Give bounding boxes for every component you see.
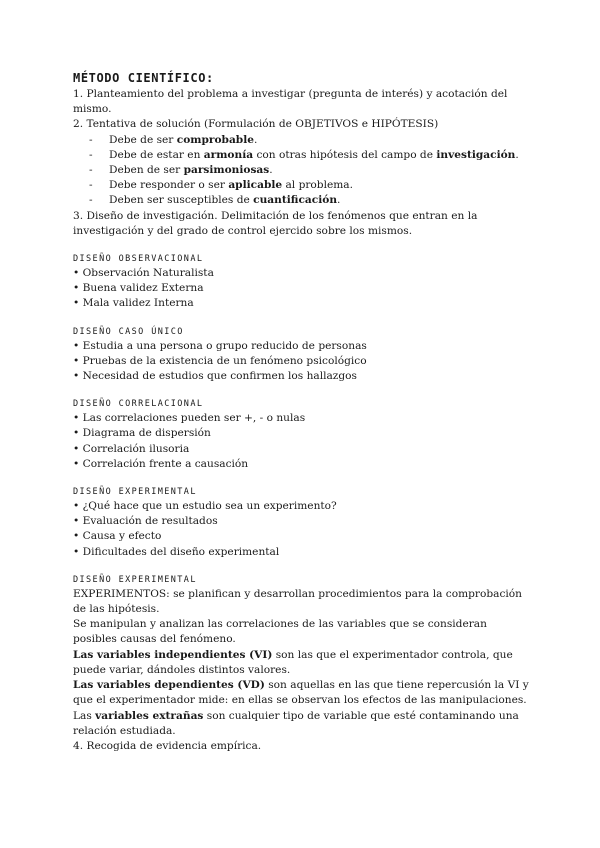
hypothesis-item: - Deben ser susceptibles de cuantificación.	[89, 194, 341, 207]
step-1: 1. Planteamiento del problema a investigar (pregunta de interés) y acotación del mismo.	[73, 88, 508, 116]
list-item: • Las correlaciones pueden ser +, - o nulas	[73, 411, 533, 426]
section-heading-experimental: DISEÑO EXPERIMENTAL	[73, 487, 197, 498]
list-item: • Correlación frente a causación	[73, 457, 533, 472]
paragraph-vd: Las variables dependientes (VD) son aquellas en las que tiene repercusión la VI y que el experimentador mide: en ellas se observan los efectos de las manipulaciones.	[73, 679, 529, 707]
list-item: • Causa y efecto	[73, 529, 533, 544]
hypothesis-item: - Debe de estar en armonía con otras hipótesis del campo de investigación.	[89, 148, 519, 161]
list-item: • Evaluación de resultados	[73, 514, 533, 529]
paragraph-vi: Las variables independientes (VI) son las que el experimentador controla, que puede variar, dándoles distintos valores.	[73, 648, 513, 676]
list-item: • Necesidad de estudios que confirmen los hallazgos	[73, 369, 533, 384]
paragraph-extranas: Las variables extrañas son cualquier tipo de variable que esté contaminando una relación estudiada.	[73, 709, 519, 737]
paragraph-manipulan: Se manipulan y analizan las correlaciones de las variables que se consideran posibles causas del fenómeno.	[73, 618, 487, 646]
list-item: • Observación Naturalista	[73, 266, 533, 281]
list-item: • Diagrama de dispersión	[73, 426, 533, 441]
hypothesis-item: - Deben de ser parsimoniosas.	[89, 164, 273, 177]
section-heading-caso-unico: DISEÑO CASO ÚNICO	[73, 326, 184, 337]
step-4: 4. Recogida de evidencia empírica.	[73, 739, 262, 752]
step-2: 2. Tentativa de solución (Formulación de OBJETIVOS e HIPÓTESIS)	[73, 118, 439, 131]
section-heading-observacional: DISEÑO OBSERVACIONAL	[73, 254, 204, 265]
list-item: • Buena validez Externa	[73, 281, 533, 296]
section-heading-experimental-2: DISEÑO EXPERIMENTAL	[73, 574, 197, 585]
list-item: • Pruebas de la existencia de un fenómeno psicológico	[73, 354, 533, 369]
document-body	[73, 69, 533, 754]
list-item: • Dificultades del diseño experimental	[73, 545, 533, 560]
list-item: • Estudia a una persona o grupo reducido de personas	[73, 339, 533, 354]
paragraph-experimentos: EXPERIMENTOS: se planifican y desarrollan procedimientos para la comprobación de las hipótesis.	[73, 587, 522, 616]
step-3: 3. Diseño de investigación. Delimitación de los fenómenos que entran en la investigación y del grado de control ejercido sobre los mismos.	[73, 209, 478, 237]
list-item: • Mala validez Interna	[73, 296, 533, 311]
hypothesis-list	[73, 133, 533, 209]
list-item: • ¿Qué hace que un estudio sea un experimento?	[73, 499, 533, 514]
page-title: MÉTODO CIENTÍFICO:	[73, 71, 214, 85]
section-heading-correlacional: DISEÑO CORRELACIONAL	[73, 399, 204, 410]
hypothesis-item: - Debe responder o ser aplicable al problema.	[89, 179, 353, 192]
hypothesis-item: - Debe de ser comprobable.	[89, 133, 258, 146]
list-item: • Correlación ilusoria	[73, 442, 533, 457]
